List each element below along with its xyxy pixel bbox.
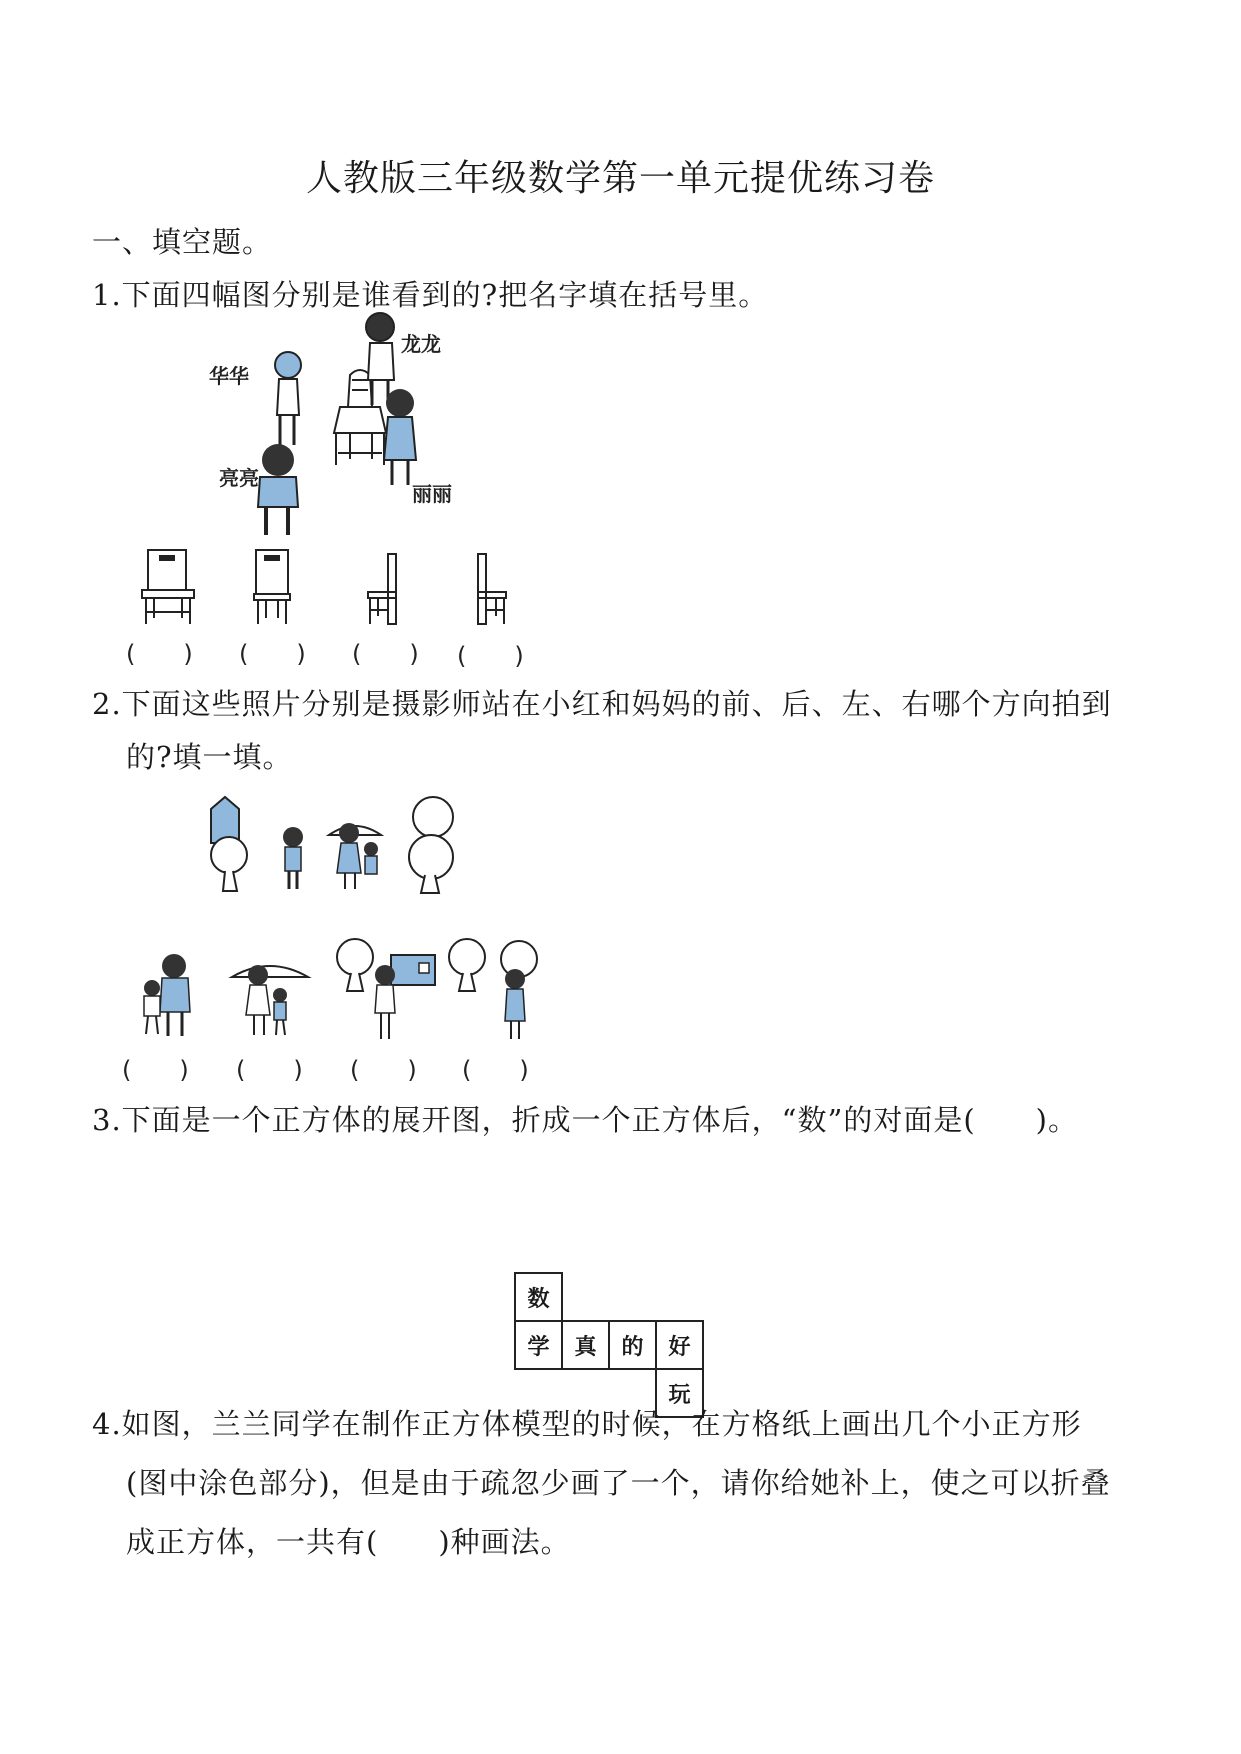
label-liangliang: 亮亮 bbox=[219, 466, 259, 490]
label-huahua: 华华 bbox=[209, 364, 249, 388]
chair-view-right-side bbox=[474, 552, 508, 626]
q2-answer-blank-4[interactable]: ( ) bbox=[462, 1056, 529, 1084]
chair-view-front bbox=[140, 548, 200, 626]
question-2-line2: 的?填一填。 bbox=[126, 740, 293, 774]
label-longlong: 龙龙 bbox=[401, 332, 441, 356]
page-title: 人教版三年级数学第一单元提优练习卷 bbox=[305, 158, 935, 199]
q2-photo-2 bbox=[230, 955, 310, 1040]
q1-answer-blank-2[interactable]: ( ) bbox=[239, 640, 306, 668]
q2-answer-blank-2[interactable]: ( ) bbox=[236, 1056, 303, 1084]
q2-photo-4 bbox=[445, 935, 545, 1045]
q1-answer-blank-4[interactable]: ( ) bbox=[457, 642, 524, 670]
net-cell-wan: 玩 bbox=[655, 1368, 704, 1418]
net-cell-xue: 学 bbox=[514, 1320, 563, 1370]
q1-answer-blank-1[interactable]: ( ) bbox=[126, 640, 193, 668]
net-cell-de: 的 bbox=[608, 1320, 657, 1370]
lili-figure bbox=[384, 389, 416, 485]
section-heading: 一、填空题。 bbox=[92, 225, 273, 259]
net-cell-shu: 数 bbox=[514, 1272, 563, 1322]
q2-scene-illustration bbox=[205, 795, 475, 895]
q2-photo-3 bbox=[333, 935, 443, 1045]
question-2-line1: 2.下面这些照片分别是摄影师站在小红和妈妈的前、后、左、右哪个方向拍到 bbox=[92, 687, 1112, 721]
question-1-text: 1.下面四幅图分别是谁看到的?把名字填在括号里。 bbox=[92, 278, 769, 312]
q2-answer-blank-1[interactable]: ( ) bbox=[122, 1056, 189, 1084]
chair-view-back bbox=[252, 548, 292, 626]
question-3-text: 3.下面是一个正方体的展开图，折成一个正方体后，“数”的对面是( )。 bbox=[92, 1103, 1078, 1137]
question-4-line2: (图中涂色部分)，但是由于疏忽少画了一个，请你给她补上，使之可以折叠 bbox=[126, 1466, 1111, 1500]
net-cell-zhen: 真 bbox=[561, 1320, 610, 1370]
net-cell-hao: 好 bbox=[655, 1320, 704, 1370]
q2-photo-1 bbox=[136, 950, 196, 1040]
q1-answer-blank-3[interactable]: ( ) bbox=[352, 640, 419, 668]
liangliang-figure bbox=[258, 444, 298, 535]
huahua-figure bbox=[275, 352, 301, 445]
q2-answer-blank-3[interactable]: ( ) bbox=[350, 1056, 417, 1084]
label-lili: 丽丽 bbox=[412, 482, 452, 506]
chair-view-left-side bbox=[366, 552, 400, 626]
question-4-line1: 4.如图，兰兰同学在制作正方体模型的时候，在方格纸上画出几个小正方形 bbox=[92, 1407, 1082, 1441]
question-4-line3: 成正方体，一共有( )种画法。 bbox=[126, 1525, 571, 1559]
